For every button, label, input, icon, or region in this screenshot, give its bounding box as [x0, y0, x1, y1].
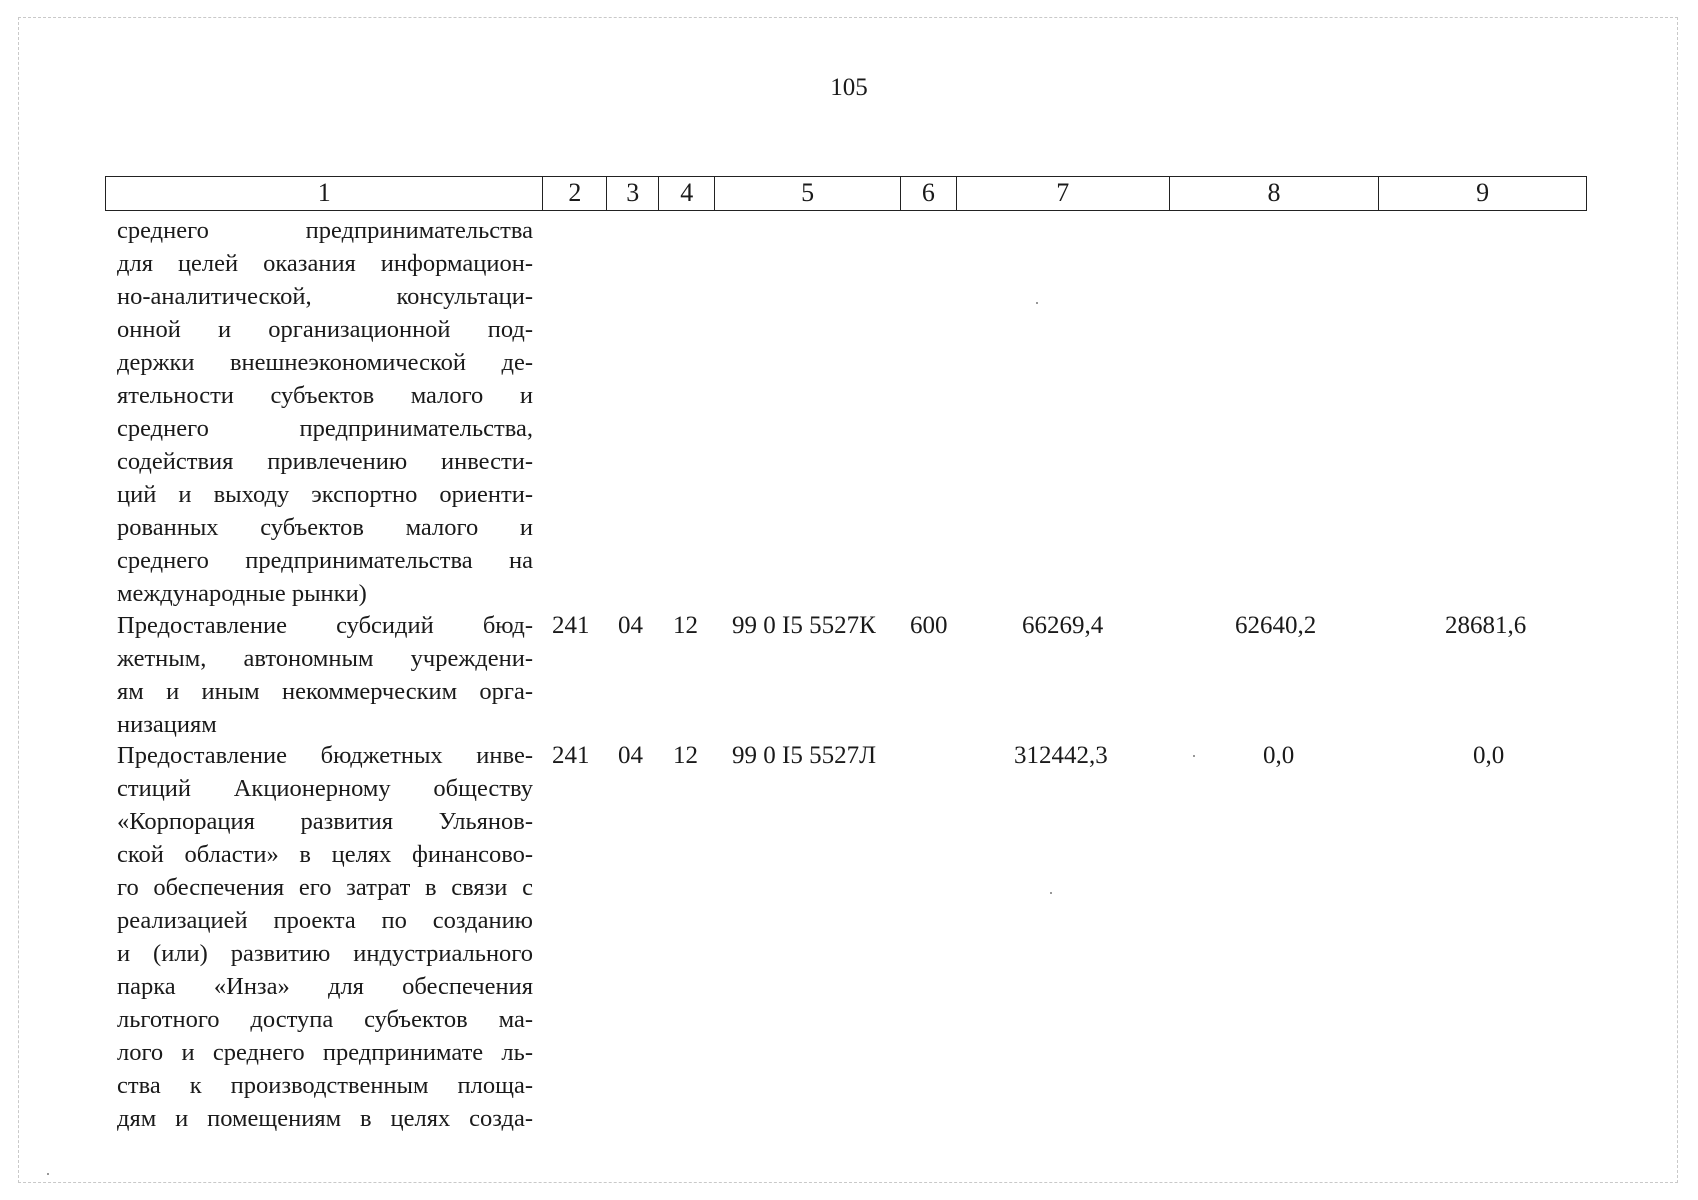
text-line: льготного доступа субъектов ма-	[117, 1006, 533, 1033]
row-3-col-5: 99 0 I5 5527Л	[732, 742, 877, 769]
header-col-6: 6	[901, 177, 957, 210]
scan-speck	[1193, 755, 1195, 757]
row-2-col-5: 99 0 I5 5527К	[732, 612, 876, 639]
scan-speck	[1036, 302, 1038, 304]
row-2-col-3: 04	[618, 612, 643, 639]
text-line: дям и помещениям в целях созда-	[117, 1105, 533, 1132]
table-row-2-description	[117, 609, 533, 741]
row-3-col-4: 12	[673, 742, 698, 769]
row-2-col-6: 600	[910, 612, 948, 639]
row-3-col-7: 312442,3	[1014, 742, 1108, 769]
text-line: ций и выходу экспортно ориенти-	[117, 481, 533, 508]
text-line: стиций Акционерному обществу	[117, 775, 533, 802]
text-line: и (или) развитию индустриального	[117, 940, 533, 967]
text-line: низациям	[117, 711, 217, 738]
text-line: ятельности субъектов малого и	[117, 382, 533, 409]
text-line: для целей оказания информацион-	[117, 250, 533, 277]
table-header-row	[105, 176, 1587, 211]
row-2-col-7: 66269,4	[1022, 612, 1104, 639]
text-line: среднего предпринимательства на	[117, 547, 533, 574]
row-2-col-9: 28681,6	[1445, 612, 1527, 639]
text-line: Предоставление субсидий бюд-	[117, 612, 533, 639]
text-line: го обеспечения его затрат в связи с	[117, 874, 533, 901]
text-line: но-аналитической, консультаци-	[117, 283, 533, 310]
row-3-col-2: 241	[552, 742, 590, 769]
scan-speck	[47, 1173, 49, 1175]
header-col-8: 8	[1170, 177, 1380, 210]
text-line: международные рынки)	[117, 580, 367, 607]
text-line: ства к производственным площа-	[117, 1072, 533, 1099]
text-line: жетным, автономным учреждени-	[117, 645, 533, 672]
text-line: среднего предпринимательства,	[117, 415, 533, 442]
text-line: парка «Инза» для обеспечения	[117, 973, 533, 1000]
text-line: содействия привлечению инвести-	[117, 448, 533, 475]
scan-speck	[1050, 892, 1052, 894]
text-line: лого и среднего предпринимате ль-	[117, 1039, 533, 1066]
text-line: держки внешнеэкономической де-	[117, 349, 533, 376]
row-2-col-2: 241	[552, 612, 590, 639]
header-col-4: 4	[659, 177, 715, 210]
text-line: рованных субъектов малого и	[117, 514, 533, 541]
header-col-1: 1	[106, 177, 543, 210]
row-3-col-3: 04	[618, 742, 643, 769]
table-row-1-description	[117, 214, 533, 610]
row-3-col-8: 0,0	[1263, 742, 1295, 769]
row-2-col-4: 12	[673, 612, 698, 639]
header-col-5: 5	[715, 177, 901, 210]
table-row-3-description	[117, 739, 533, 1135]
header-col-3: 3	[607, 177, 659, 210]
text-line: Предоставление бюджетных инве-	[117, 742, 533, 769]
header-col-7: 7	[957, 177, 1170, 210]
header-col-9: 9	[1476, 178, 1490, 207]
text-line: ской области» в целях финансово-	[117, 841, 533, 868]
text-line: реализацией проекта по созданию	[117, 907, 533, 934]
text-line: среднего предпринимательства	[117, 217, 533, 244]
text-line: онной и организационной под-	[117, 316, 533, 343]
header-col-2: 2	[543, 177, 607, 210]
text-line: ям и иным некоммерческим орга-	[117, 678, 533, 705]
page-number: 105	[830, 74, 868, 101]
row-2-col-8: 62640,2	[1235, 612, 1317, 639]
text-line: «Корпорация развития Ульянов-	[117, 808, 533, 835]
row-3-col-9: 0,0	[1473, 742, 1505, 769]
